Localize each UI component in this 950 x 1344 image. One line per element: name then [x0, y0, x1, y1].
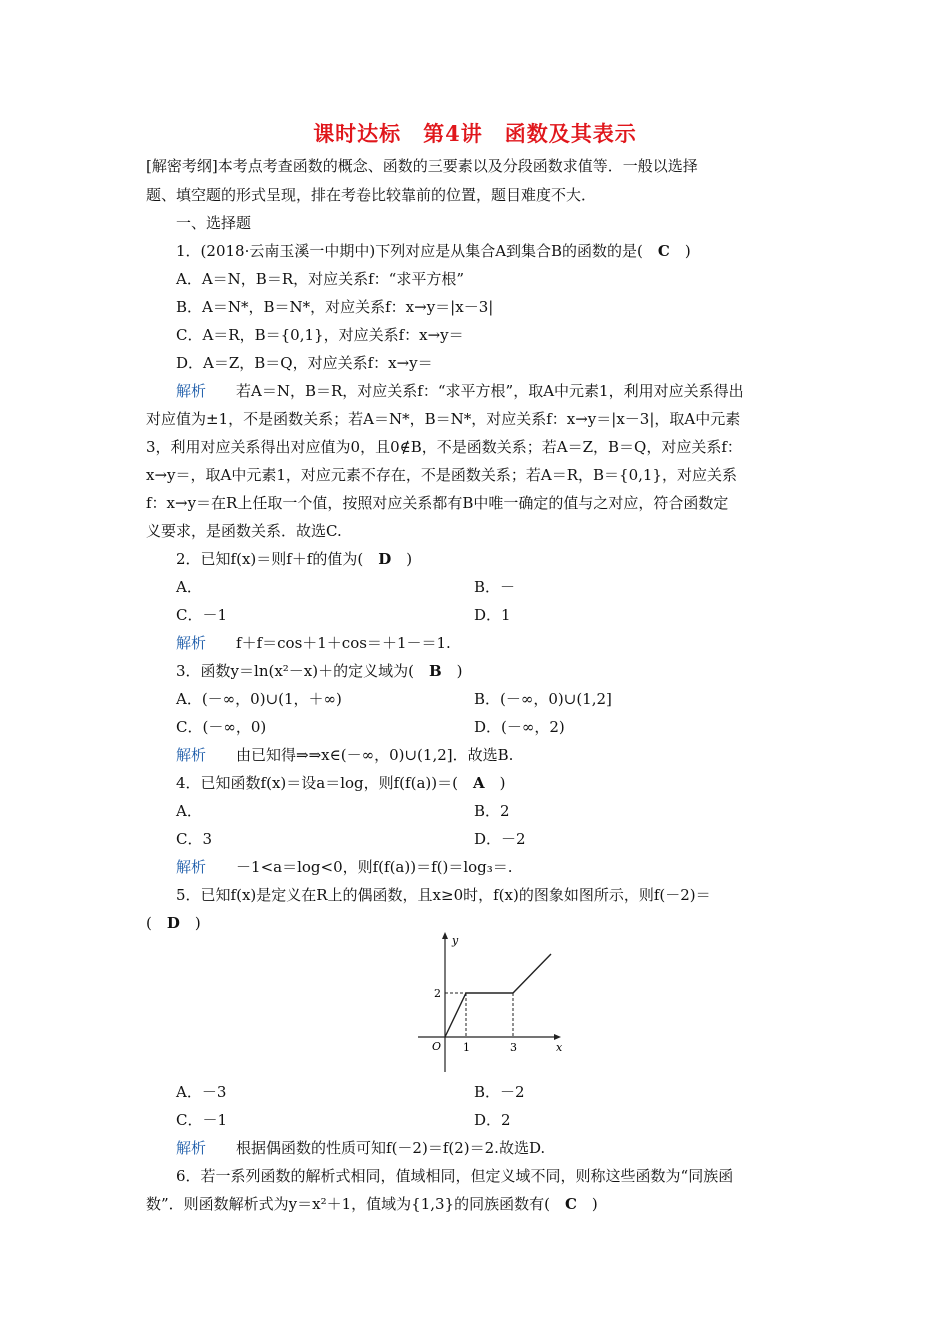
q1-option-d: D．A＝Z，B＝Q，对应关系f：x→y＝: [176, 354, 433, 372]
q1-answer: C: [657, 242, 670, 260]
q5-function-graph: [410, 930, 570, 1080]
intro-line-1: [解密考纲]本考点考查函数的概念、函数的三要素以及分段函数求值等．一般以选择: [146, 157, 698, 175]
function-curve: [445, 954, 551, 1037]
q1-option-a: A．A＝N，B＝R，对应关系f：“求平方根”: [176, 270, 464, 288]
q6-answer: C: [564, 1195, 577, 1213]
q3-solution: 解析 由已知得⇒⇒x∈(－∞，0)∪(1,2]．故选B.: [176, 746, 514, 764]
q2-solution: 解析 f＋f＝cos＋1＋cos＝＋1－＝1.: [176, 634, 451, 652]
solution-label: 解析: [176, 746, 207, 764]
y-tick-label: 2: [434, 987, 441, 1000]
q4-option-a: A．: [176, 802, 202, 820]
q1-solution-line-5: f：x→y＝在R上任取一个值，按照对应关系都有B中唯一确定的值与之对应，符合函数定: [146, 494, 729, 512]
q3-option-b: B．(－∞，0)∪(1,2]: [474, 690, 612, 708]
q3-stem: 3．函数y＝ln(x²－x)＋的定义域为( B ): [176, 662, 463, 680]
q5-option-c: C．－1: [176, 1111, 228, 1129]
origin-label: O: [432, 1040, 442, 1053]
q2-stem: 2．已知f(x)＝则f＋f的值为( D ): [176, 550, 413, 568]
q4-solution: 解析 －1<a＝log<0，则f(f(a))＝f()＝log₃＝.: [176, 858, 513, 876]
q1-solution-line-4: x→y＝，取A中元素1，对应元素不存在，不是函数关系；若A＝R，B＝{0,1}，对应关系: [146, 466, 737, 484]
q4-option-d: D．－2: [474, 830, 526, 848]
q2-answer: D: [378, 550, 392, 568]
solution-label: 解析: [176, 1139, 207, 1157]
q5-stem-line-2: ( D ): [146, 914, 201, 932]
q3-answer: B: [428, 662, 442, 680]
q4-option-b: B．2: [474, 802, 510, 820]
y-axis-arrow: [442, 932, 448, 939]
x-axis-label: x: [556, 1041, 563, 1054]
x-axis-arrow: [554, 1034, 561, 1040]
q5-stem-line-1: 5．已知f(x)是定义在R上的偶函数，且x≥0时，f(x)的图象如图所示，则f(－2)＝: [176, 886, 711, 904]
q1-option-b: B．A＝N*，B＝N*，对应关系f：x→y＝|x－3|: [176, 298, 494, 316]
q5-option-a: A．－3: [176, 1083, 227, 1101]
q2-option-c: C．－1: [176, 606, 228, 624]
q5-option-b: B．－2: [474, 1083, 525, 1101]
q2-option-b: B．－: [474, 578, 516, 596]
q5-option-d: D．2: [474, 1111, 511, 1129]
q3-option-a: A．(－∞，0)∪(1，＋∞): [176, 690, 342, 708]
q1-solution-line-1: 解析 若A＝N，B＝R，对应关系f：“求平方根”，取A中元素1，利用对应关系得出: [176, 382, 744, 400]
q4-stem: 4．已知函数f(x)＝设a＝log，则f(f(a))＝( A ): [176, 774, 506, 792]
x-tick-label-3: 3: [510, 1041, 517, 1054]
q1-solution-line-6: 义要求，是函数关系．故选C.: [146, 522, 342, 540]
q6-stem-line-1: 6．若一系列函数的解析式相同，值域相同，但定义域不同，则称这些函数为“同族函: [176, 1167, 734, 1185]
q1-option-c: C．A＝R，B＝{0,1}，对应关系f：x→y＝: [176, 326, 464, 344]
solution-label: 解析: [176, 634, 207, 652]
solution-label: 解析: [176, 858, 207, 876]
page-title: 课时达标 第4讲 函数及其表示: [313, 121, 637, 146]
q2-option-a: A．: [176, 578, 202, 596]
q1-stem: 1．(2018·云南玉溪一中期中)下列对应是从集合A到集合B的函数的是( C ): [176, 242, 691, 260]
q4-option-c: C．3: [176, 830, 213, 848]
q1-solution-line-2: 对应值为±1，不是函数关系；若A＝N*，B＝N*，对应关系f：x→y＝|x－3|，取A中元素: [146, 410, 741, 428]
section-heading: 一、选择题: [176, 214, 252, 232]
q2-option-d: D．1: [474, 606, 511, 624]
intro-line-2: 题、填空题的形式呈现，排在考卷比较靠前的位置，题目难度不大．: [146, 186, 597, 204]
x-tick-label-1: 1: [463, 1041, 470, 1054]
q4-answer: A: [472, 774, 485, 792]
solution-label: 解析: [176, 382, 207, 400]
q6-stem-line-2: 数”．则函数解析式为y＝x²＋1，值域为{1,3}的同族函数有( C ): [146, 1195, 598, 1213]
q1-solution-line-3: 3，利用对应关系得出对应值为0，且0∉B，不是函数关系；若A＝Z，B＝Q，对应关系f：: [146, 438, 742, 456]
q3-option-d: D．(－∞，2): [474, 718, 565, 736]
q5-solution: 解析 根据偶函数的性质可知f(－2)＝f(2)＝2.故选D.: [176, 1139, 546, 1157]
y-axis-label: y: [452, 934, 459, 947]
q3-option-c: C．(－∞，0): [176, 718, 267, 736]
q5-answer: D: [166, 914, 180, 932]
